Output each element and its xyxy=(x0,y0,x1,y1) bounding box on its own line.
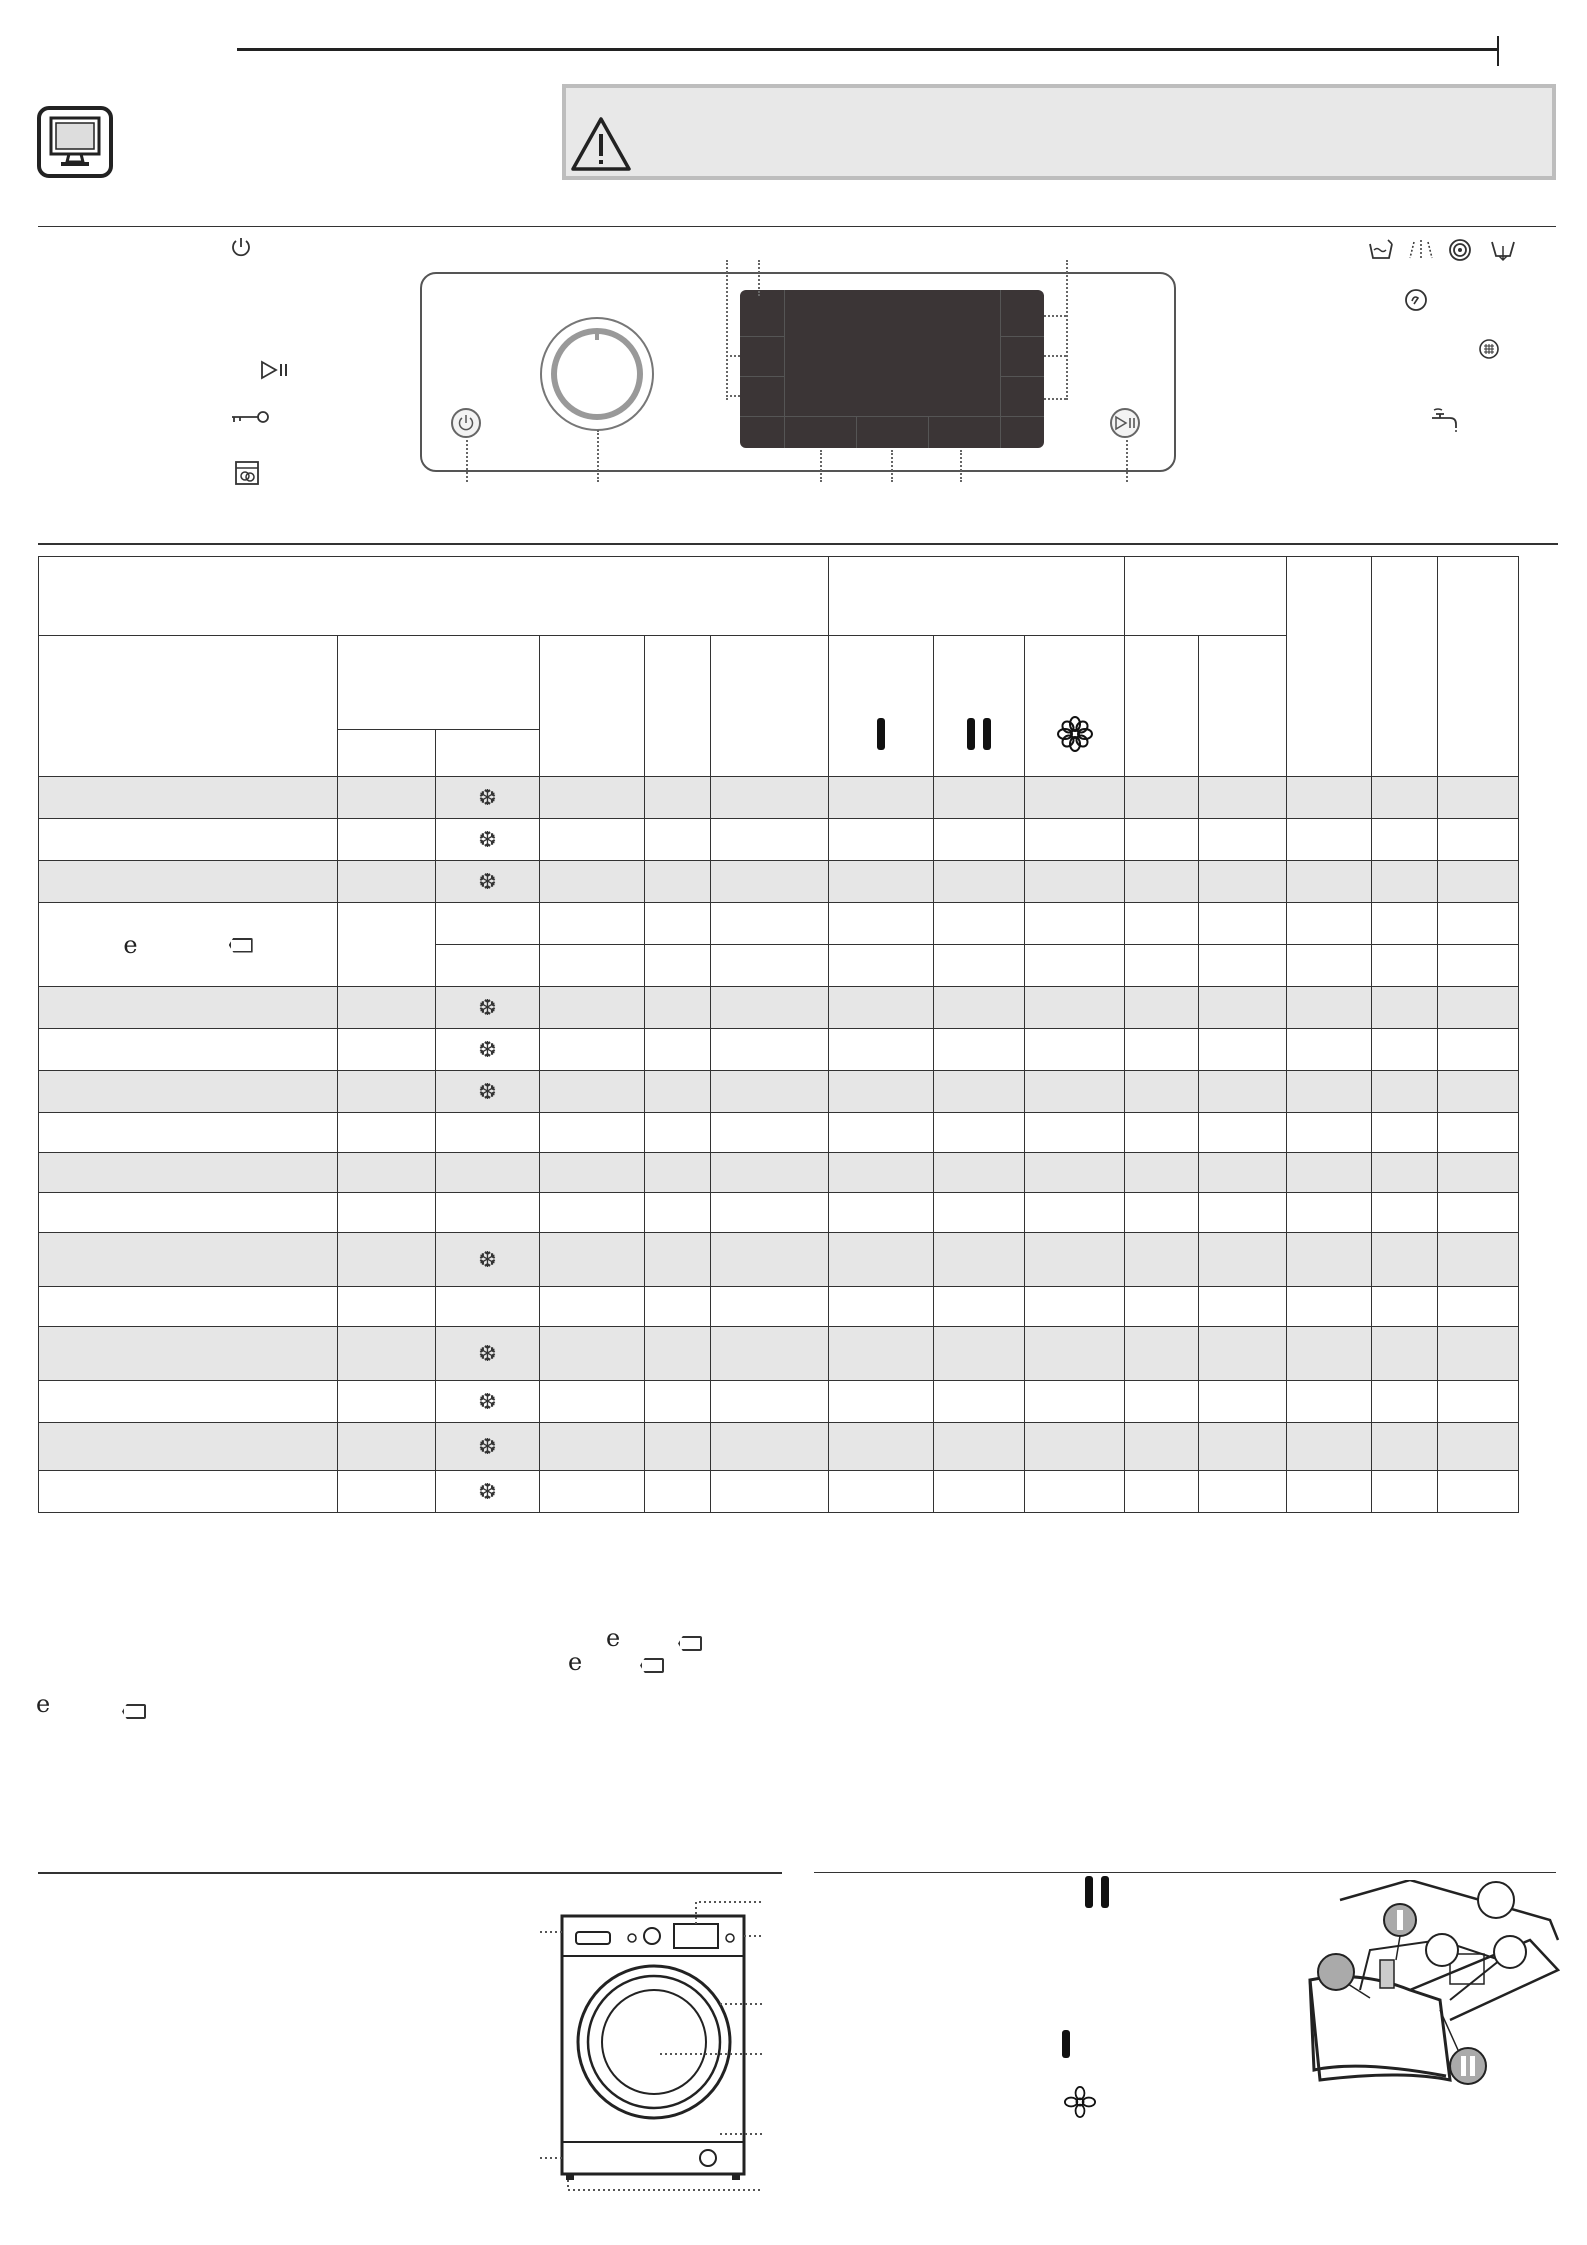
compartment-1-bar xyxy=(1062,2030,1070,2058)
softener-flower-icon xyxy=(1064,2086,1096,2118)
section-divider xyxy=(38,226,1556,227)
snowflake-icon: ❆ xyxy=(478,1246,497,1272)
leader-line xyxy=(1044,315,1066,317)
compartment-1-bar xyxy=(877,718,885,750)
table-row xyxy=(39,819,1519,861)
header-cell xyxy=(645,636,711,777)
program-table xyxy=(38,556,1519,1513)
screen-segment xyxy=(740,416,1044,417)
washing-machine-drawing xyxy=(540,1894,766,2194)
leader-line xyxy=(597,430,599,482)
header-cell xyxy=(1287,557,1372,777)
leader-line xyxy=(726,260,728,400)
table-row xyxy=(39,1029,1519,1071)
program-knob xyxy=(551,328,643,420)
start-pause-icon xyxy=(260,360,290,380)
screen-segment xyxy=(1000,290,1001,448)
table-row xyxy=(39,987,1519,1029)
delay-icon xyxy=(1404,288,1428,312)
eco-tag-icon xyxy=(678,1636,702,1651)
screen-segment xyxy=(1000,376,1044,377)
table-header-row xyxy=(39,557,1519,636)
leader-line xyxy=(1126,440,1128,482)
screen-segment xyxy=(928,416,929,448)
header-cell xyxy=(1025,636,1125,777)
table-row xyxy=(39,1381,1519,1423)
screen-segment xyxy=(740,336,784,337)
leader-line xyxy=(820,450,822,482)
leader-line xyxy=(1066,260,1068,400)
compartment-2-bars xyxy=(964,718,994,750)
table-row xyxy=(39,1071,1519,1113)
leader-line xyxy=(1044,398,1066,400)
snowflake-icon: ❆ xyxy=(478,1388,497,1414)
eco-e-icon: e xyxy=(568,1648,583,1676)
top-rule xyxy=(237,48,1499,51)
water-tap-icon xyxy=(1430,408,1466,436)
softener-flower-icon xyxy=(1057,716,1093,752)
table-row xyxy=(39,777,1519,819)
eco-e-icon: e xyxy=(36,1690,51,1718)
header-cell xyxy=(829,557,1125,636)
leader-line xyxy=(466,440,468,482)
header-cell xyxy=(338,636,540,730)
power-icon xyxy=(457,414,475,432)
leader-line xyxy=(891,450,893,482)
section-divider xyxy=(38,1872,782,1874)
detergent-icon xyxy=(234,460,260,486)
table-row xyxy=(39,1423,1519,1471)
start-pause-icon xyxy=(1114,415,1138,431)
header-cell xyxy=(39,636,338,777)
header-cell xyxy=(39,557,829,636)
table-row xyxy=(39,903,1519,945)
table-row xyxy=(39,1113,1519,1153)
table-row xyxy=(39,1153,1519,1193)
header-cell xyxy=(1199,636,1287,777)
eco-tag-icon xyxy=(229,938,253,953)
header-cell xyxy=(1125,557,1287,636)
snowflake-icon: ❆ xyxy=(478,868,497,894)
header-cell xyxy=(1372,557,1438,777)
eco-e-icon: e xyxy=(606,1624,621,1652)
snowflake-icon: ❆ xyxy=(478,1340,497,1366)
snowflake-icon: ❆ xyxy=(478,826,497,852)
detergent-drawer-drawing xyxy=(1300,1880,1560,2136)
table-row xyxy=(39,1233,1519,1287)
screen-segment xyxy=(740,376,784,377)
warning-box xyxy=(562,84,1556,180)
header-cell xyxy=(436,730,540,777)
header-cell xyxy=(711,636,829,777)
spin-icon xyxy=(1448,238,1472,262)
header-cell xyxy=(1125,636,1199,777)
table-row xyxy=(39,1193,1519,1233)
leader-line xyxy=(1044,355,1066,357)
snowflake-icon: ❆ xyxy=(478,784,497,810)
screen-segment xyxy=(1000,336,1044,337)
snowflake-icon: ❆ xyxy=(478,1433,497,1459)
top-rule-tick xyxy=(1497,36,1499,66)
leader-line xyxy=(726,355,740,357)
table-row xyxy=(39,1287,1519,1327)
leader-line xyxy=(726,395,740,397)
warning-triangle-icon xyxy=(570,116,632,172)
key-lock-icon xyxy=(230,408,270,426)
leader-line xyxy=(960,450,962,482)
screen-segment xyxy=(784,290,785,448)
header-cell xyxy=(338,730,436,777)
header-cell xyxy=(934,636,1025,777)
compartment-2-bars xyxy=(1082,1876,1112,1908)
table-row xyxy=(39,861,1519,903)
table-row xyxy=(39,1471,1519,1513)
eco-e-icon: e xyxy=(123,930,138,959)
knob-marker xyxy=(595,330,599,340)
snowflake-icon: ❆ xyxy=(478,1078,497,1104)
eco-tag-icon xyxy=(122,1704,146,1719)
drain-icon xyxy=(1490,238,1516,262)
header-cell xyxy=(829,636,934,777)
header-cell xyxy=(1438,557,1519,777)
display-screen xyxy=(740,290,1044,448)
rinse-icon xyxy=(1408,238,1434,262)
monitor-icon xyxy=(37,106,113,178)
snowflake-icon: ❆ xyxy=(478,994,497,1020)
eco-tag-icon xyxy=(640,1658,664,1673)
snowflake-icon: ❆ xyxy=(478,1478,497,1504)
power-icon xyxy=(230,236,252,258)
snowflake-icon: ❆ xyxy=(478,1036,497,1062)
screen-segment xyxy=(856,416,857,448)
options-icon xyxy=(1478,338,1500,360)
section-divider xyxy=(814,1872,1556,1873)
header-cell xyxy=(540,636,645,777)
eco-program-cell xyxy=(39,903,338,987)
table-row xyxy=(39,1327,1519,1381)
leader-line xyxy=(758,260,760,296)
wash-icon xyxy=(1368,238,1396,262)
section-divider xyxy=(38,543,1558,545)
